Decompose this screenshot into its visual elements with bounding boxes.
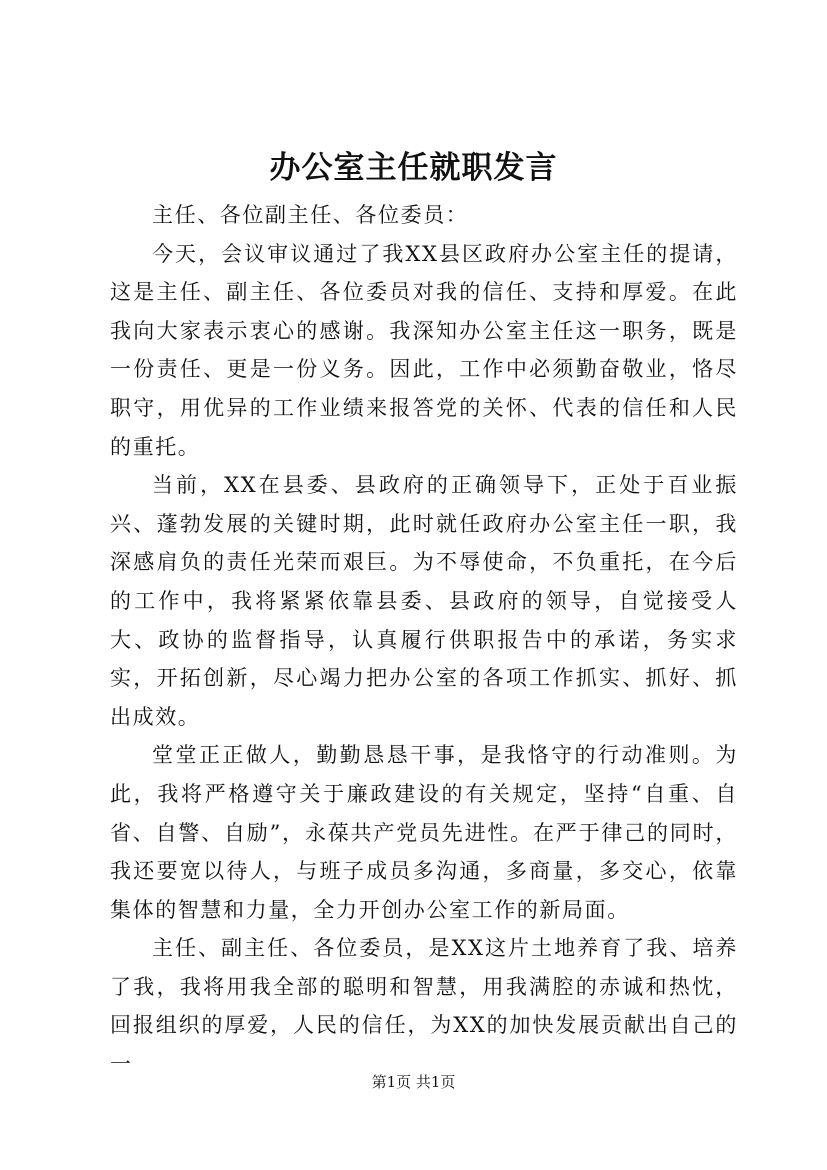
paragraph-4: 主任、副主任、各位委员，是XX这片土地养育了我、培养了我，我将用我全部的聪明和智慧，用我满腔的赤诚和热忱，回报组织的厚爱，人民的信任，为XX的加快发展贡献出自己的一 (110, 936, 738, 1077)
salutation: 主任、各位副主任、各位委员： (152, 203, 469, 227)
document-body (110, 196, 738, 1084)
paragraph-1: 今天，会议审议通过了我XX县区政府办公室主任的提请，这是主任、副主任、各位委员对我的信任、支持和厚爱。在此我向大家表示衷心的感谢。我深知办公室主任这一职务，既是一份责任、更是一份义务。因此，工作中必须勤奋敬业，恪尽职守，用优异的工作业绩来报答党的关怀、代表的信任和人民的重托。 (110, 241, 738, 459)
paragraph-3: 堂堂正正做人，勤勤恳恳干事，是我恪守的行动准则。为此，我将严格遵守关于廉政建设的有关规定，坚持“自重、自省、自警、自励”，永葆共产党员先进性。在严于律己的同时，我还要宽以待人，与班子成员多沟通，多商量，多交心，依靠集体的智慧和力量，全力开创办公室工作的新局面。 (110, 743, 738, 922)
document-title: 办公室主任就职发言 (269, 150, 558, 186)
paragraph-2: 当前，XX在县委、县政府的正确领导下，正处于百业振兴、蓬勃发展的关键时期，此时就任政府办公室主任一职，我深感肩负的责任光荣而艰巨。为不辱使命，不负重托，在今后的工作中，我将紧紧依靠县委、县政府的领导，自觉接受人大、政协的监督指导，认真履行供职报告中的承诺，务实求实，开拓创新，尽心竭力把办公室的各项工作抓实、抓好、抓出成效。 (110, 473, 738, 729)
page-number-footer: 第1页 共1页 (371, 1073, 456, 1091)
